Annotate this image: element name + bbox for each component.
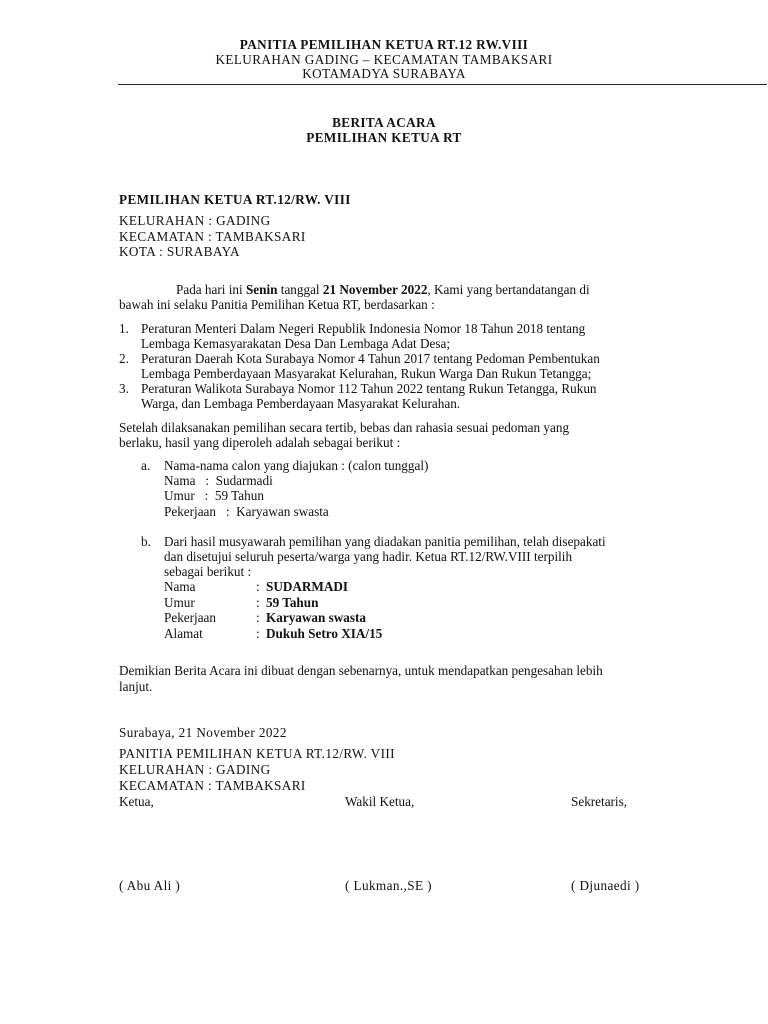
candidate-age: Umur : 59 Tahun xyxy=(164,488,264,503)
opening-day: Senin xyxy=(245,282,278,297)
result-intro-line-1: Setelah dilaksanakan pemilihan secara tertib, bebas dan rahasia sesuai pedoman yang xyxy=(119,420,570,435)
item-b-line-1: Dari hasil musyawarah pemilihan yang diadakan panitia pemilihan, telah disepakati xyxy=(164,534,606,549)
elected-name: SUDARMADI xyxy=(266,579,349,594)
regulation-number: 3. xyxy=(119,381,129,396)
elected-age: 59 Tahun xyxy=(266,595,319,610)
closing-line-2: lanjut. xyxy=(119,679,153,694)
elected-occupation: Karyawan swasta xyxy=(266,610,367,625)
regulation-text: Lembaga Kemasyarakatan Desa Dan Lembaga Adat Desa; xyxy=(141,336,451,351)
role-chairman: Ketua, xyxy=(119,794,154,809)
document-subtitle: PEMILIHAN KETUA RT xyxy=(306,130,462,145)
regulation-text: Lembaga Pemberdayaan Masyarakat Kelurahan, Rukun Warga Dan Rukun Tetangga; xyxy=(141,366,592,381)
elected-field-label: Umur xyxy=(164,595,195,610)
item-a-text: Nama-nama calon yang diajukan : (calon tunggal) xyxy=(164,458,429,473)
closing-line-1: Demikian Berita Acara ini dibuat dengan sebenarnya, untuk mendapatkan pengesahan lebih xyxy=(119,663,603,678)
elected-field-colon: : xyxy=(256,595,260,610)
signature-org-line-2: KELURAHAN : GADING xyxy=(119,762,271,777)
opening-line-2: bawah ini selaku Panitia Pemilihan Ketua RT, berdasarkan : xyxy=(119,297,435,312)
committee-name: PANITIA PEMILIHAN KETUA RT.12 RW.VIII xyxy=(239,37,529,52)
subject-kelurahan: KELURAHAN : GADING xyxy=(119,213,271,228)
name-chairman: ( Abu Ali ) xyxy=(119,878,181,893)
role-vice-chairman: Wakil Ketua, xyxy=(345,794,415,809)
opening-line-1: Pada hari ini Senin tanggal 21 November 2022, Kami yang bertandatangan di xyxy=(176,282,590,297)
city-line: KOTAMADYA SURABAYA xyxy=(302,66,466,81)
elected-field-label: Pekerjaan xyxy=(164,610,216,625)
regulation-text: Peraturan Walikota Surabaya Nomor 112 Tahun 2022 tentang Rukun Tetangga, Rukun xyxy=(141,381,597,396)
place-date: Surabaya, 21 November 2022 xyxy=(119,725,287,740)
elected-address: Dukuh Setro XIA/15 xyxy=(266,626,383,641)
elected-field-label: Alamat xyxy=(164,626,203,641)
elected-field-colon: : xyxy=(256,579,260,594)
subject-kecamatan: KECAMATAN : TAMBAKSARI xyxy=(119,229,306,244)
regulation-number: 2. xyxy=(119,351,129,366)
elected-field-colon: : xyxy=(256,626,260,641)
name-vice-chairman: ( Lukman.,SE ) xyxy=(345,878,432,893)
regulation-text: Peraturan Menteri Dalam Negeri Republik Indonesia Nomor 18 Tahun 2018 tentang xyxy=(141,321,586,336)
regulation-text: Peraturan Daerah Kota Surabaya Nomor 4 Tahun 2017 tentang Pedoman Pembentukan xyxy=(141,351,600,366)
role-secretary: Sekretaris, xyxy=(571,794,628,809)
signature-org-line-3: KECAMATAN : TAMBAKSARI xyxy=(119,778,306,793)
opening-date: 21 November 2022 xyxy=(322,282,428,297)
signature-org-line-1: PANITIA PEMILIHAN KETUA RT.12/RW. VIII xyxy=(119,746,395,761)
elected-field-label: Nama xyxy=(164,579,196,594)
item-b-line-3: sebagai berikut : xyxy=(164,564,252,579)
name-secretary: ( Djunaedi ) xyxy=(571,878,640,893)
header-divider xyxy=(118,84,767,85)
candidate-occupation: Pekerjaan : Karyawan swasta xyxy=(164,504,329,519)
elected-field-colon: : xyxy=(256,610,260,625)
subject-kota: KOTA : SURABAYA xyxy=(119,244,240,259)
item-b-marker: b. xyxy=(141,534,151,549)
subject-heading: PEMILIHAN KETUA RT.12/RW. VIII xyxy=(119,192,351,207)
item-b-line-2: dan disetujui seluruh peserta/warga yang hadir. Ketua RT.12/RW.VIII terpilih xyxy=(164,549,573,564)
kelurahan-kecamatan-line: KELURAHAN GADING – KECAMATAN TAMBAKSARI xyxy=(215,52,553,67)
regulation-text: Warga, dan Lembaga Pemberdayaan Masyarakat Kelurahan. xyxy=(141,396,461,411)
candidate-name: Nama : Sudarmadi xyxy=(164,473,273,488)
item-a-marker: a. xyxy=(141,458,151,473)
result-intro-line-2: berlaku, hasil yang diperoleh adalah sebagai berikut : xyxy=(119,435,401,450)
regulation-number: 1. xyxy=(119,321,129,336)
document-title: BERITA ACARA xyxy=(332,115,436,130)
